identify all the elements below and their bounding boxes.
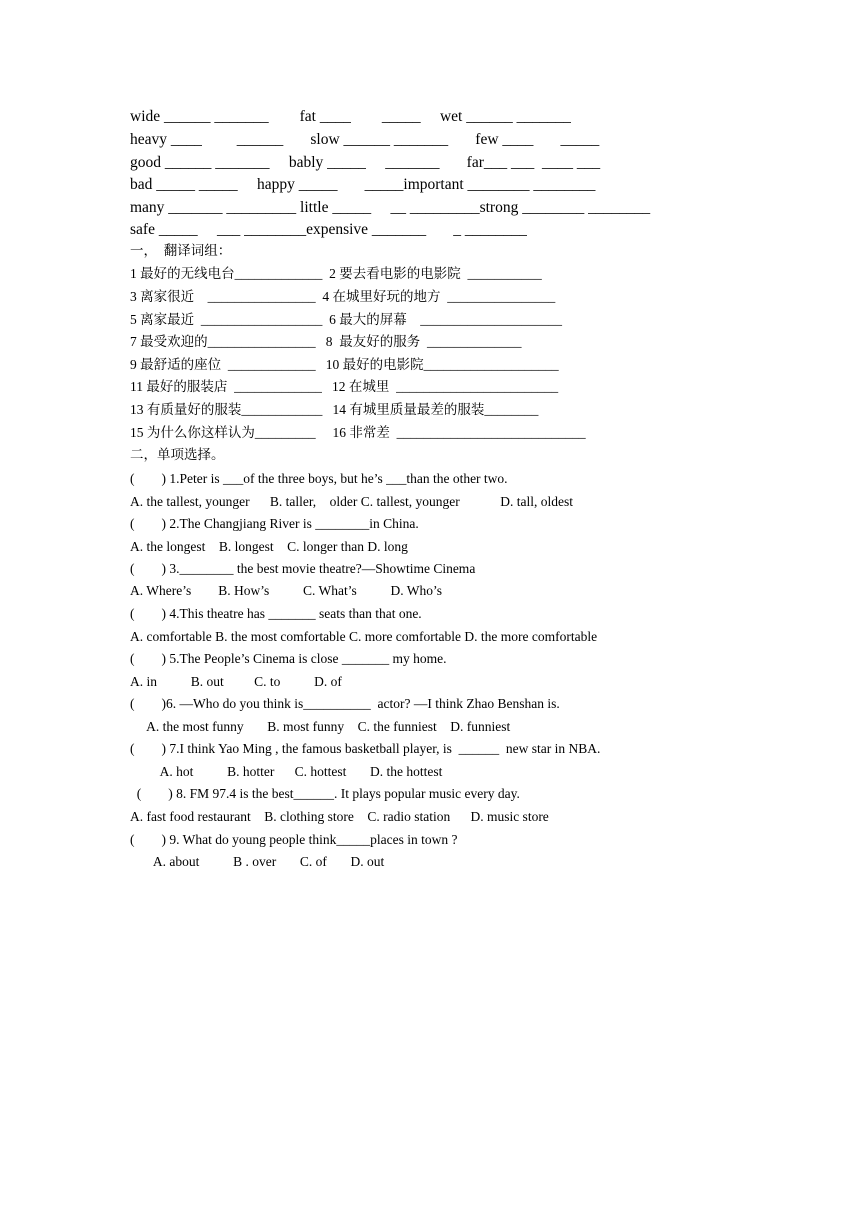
translation-item: 9 最舒适的座位 _____________ 10 最好的电影院____________________ bbox=[130, 357, 559, 372]
translation-item: 7 最受欢迎的________________ 8 最友好的服务 ______________ bbox=[130, 334, 522, 349]
translation-item: 5 离家最近 __________________ 6 最大的屏幕 _____________________ bbox=[130, 312, 562, 327]
options-line: A. the longest B. longest C. longer than D. long bbox=[130, 539, 408, 554]
word-line: wide ______ _______ fat ____ _____ wet ______ _______ bbox=[130, 108, 571, 125]
question-line: ( ) 2.The Changjiang River is ________in China. bbox=[130, 516, 419, 531]
question-line: ( )6. —Who do you think is__________ actor? —I think Zhao Benshan is. bbox=[130, 696, 560, 711]
translation-item: 13 有质量好的服装____________ 14 有城里质量最差的服装________ bbox=[130, 402, 539, 417]
word-line: good ______ _______ bably _____ _______ far___ ___ ____ ___ bbox=[130, 154, 601, 171]
translation-item: 1 最好的无线电台_____________ 2 要去看电影的电影院 ___________ bbox=[130, 266, 542, 281]
question-line: ( ) 1.Peter is ___of the three boys, but he’s ___than the other two. bbox=[130, 471, 508, 486]
options-line: A. hot B. hotter C. hottest D. the hottest bbox=[130, 764, 443, 779]
question-line: ( ) 5.The People’s Cinema is close _______ my home. bbox=[130, 651, 447, 666]
options-line: A. about B . over C. of D. out bbox=[130, 854, 385, 869]
word-line: safe _____ ___ ________expensive _______ _ ________ bbox=[130, 221, 527, 238]
translation-item: 11 最好的服装店 _____________ 12 在城里 ________________________ bbox=[130, 379, 559, 394]
translation-item: 3 离家很近 ________________ 4 在城里好玩的地方 ________________ bbox=[130, 289, 556, 304]
question-line: ( ) 4.This theatre has _______ seats than that one. bbox=[130, 606, 422, 621]
options-line: A. in B. out C. to D. of bbox=[130, 674, 342, 689]
question-line: ( ) 8. FM 97.4 is the best______. It plays popular music every day. bbox=[130, 786, 520, 801]
word-line: heavy ____ ______ slow ______ _______ few ____ _____ bbox=[130, 131, 600, 148]
word-line: many _______ _________ little _____ __ _________strong ________ ________ bbox=[130, 199, 651, 216]
word-line: bad _____ _____ happy _____ _____important ________ ________ bbox=[130, 176, 596, 193]
translation-item: 15 为什么你这样认为_________ 16 非常差 ____________________________ bbox=[130, 425, 586, 440]
question-line: ( ) 7.I think Yao Ming , the famous basketball player, is ______ new star in NBA. bbox=[130, 741, 601, 756]
question-line: ( ) 9. What do young people think_____places in town ? bbox=[130, 832, 458, 847]
options-line: A. comfortable B. the most comfortable C. more comfortable D. the more comfortable bbox=[130, 629, 598, 644]
options-line: A. Where’s B. How’s C. What’s D. Who’s bbox=[130, 583, 442, 598]
section-heading: 二，单项选择。 bbox=[130, 447, 225, 462]
options-line: A. the tallest, younger B. taller, older C. tallest, younger D. tall, oldest bbox=[130, 494, 574, 509]
question-line: ( ) 3.________ the best movie theatre?—Showtime Cinema bbox=[130, 561, 476, 576]
options-line: A. fast food restaurant B. clothing store C. radio station D. music store bbox=[130, 809, 549, 824]
section-heading: 一， 翻译词组： bbox=[130, 243, 232, 258]
options-line: A. the most funny B. most funny C. the funniest D. funniest bbox=[130, 719, 511, 734]
